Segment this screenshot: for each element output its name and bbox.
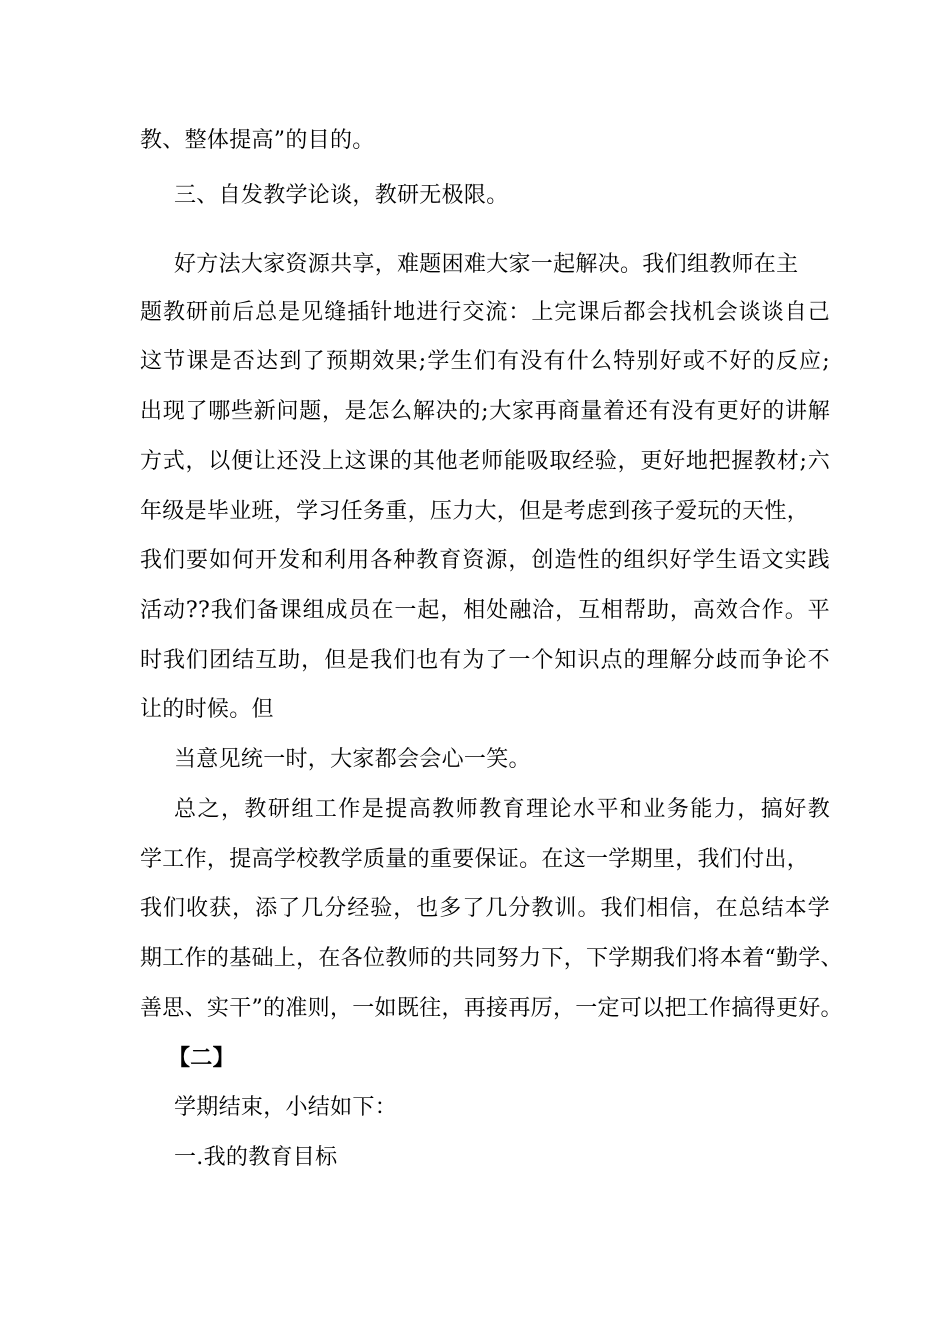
text-line: 学期结束，小结如下： [174,1095,398,1120]
section-heading: 三、自发教学论谈，教研无极限。 [174,183,509,208]
text-line: 时我们团结互助，但是我们也有为了一个知识点的理解分歧而争论不 [140,648,830,673]
text-line: 活动??我们备课组成员在一起，相处融洽，互相帮助，高效合作。平 [140,598,830,623]
text-line: 学工作，提高学校教学质量的重要保证。在这一学期里，我们付出， [140,847,810,872]
text-line: 方式，以便让还没上这课的其他老师能吸取经验，更好地把握教材;六 [140,449,830,474]
text-line: 让的时候。但 [140,697,274,722]
text-line: 这节课是否达到了预期效果;学生们有没有什么特别好或不好的反应; [140,349,830,374]
section-marker: 【二】 [168,1045,235,1071]
text-line: 题教研前后总是见缝插针地进行交流：上完课后都会找机会谈谈自己 [140,300,830,325]
text-line: 善思、实干”的准则，一如既往，再接再厉，一定可以把工作搞得更好。 [140,996,843,1021]
text-line: 年级是毕业班，学习任务重，压力大，但是考虑到孩子爱玩的天性， [140,499,810,524]
text-line: 教、整体提高”的目的。 [140,128,375,153]
text-line: 出现了哪些新问题，是怎么解决的;大家再商量着还有没有更好的讲解 [140,399,830,424]
text-line: 总之，教研组工作是提高教师教育理论水平和业务能力，搞好教 [174,797,830,822]
text-line: 我们要如何开发和利用各种教育资源，创造性的组织好学生语文实践 [140,548,830,573]
text-line: 期工作的基础上，在各位教师的共同努力下，下学期我们将本着“勤学、 [140,946,843,971]
subsection-heading: 一.我的教育目标 [174,1145,338,1170]
text-line: 我们收获，添了几分经验，也多了几分教训。我们相信，在总结本学 [140,896,830,921]
text-line: 好方法大家资源共享，难题困难大家一起解决。我们组教师在主 [174,252,799,277]
text-line: 当意见统一时，大家都会会心一笑。 [174,747,531,772]
